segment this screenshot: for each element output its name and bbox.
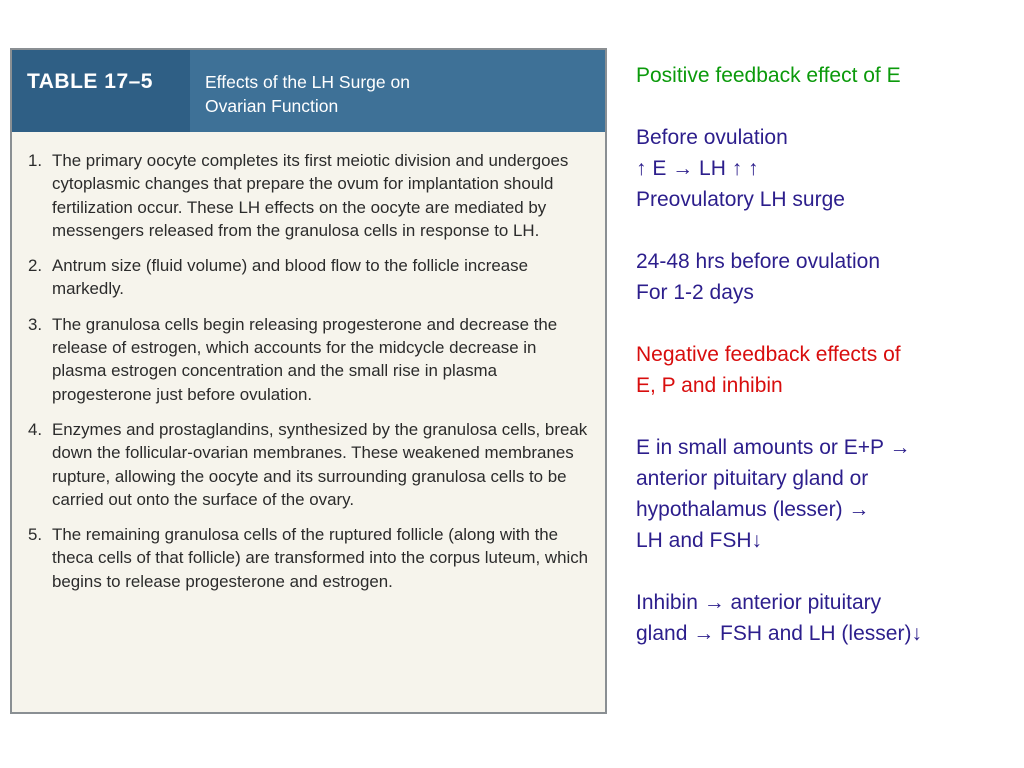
table-figure xyxy=(10,48,607,714)
item-number: 1. xyxy=(28,151,43,170)
spacer xyxy=(636,308,1021,339)
item-number: 2. xyxy=(28,256,43,276)
table-title xyxy=(205,70,535,118)
table-item xyxy=(28,418,594,511)
item-text: Antrum size (fluid volume) and blood flow to the follicle increase markedly. xyxy=(52,256,528,299)
table-item xyxy=(28,254,594,301)
table-label: TABLE 17–5 xyxy=(12,50,190,132)
table-title-line-2: Ovarian Function xyxy=(205,96,339,116)
e-lh-relation: ↑ E → LH ↑ ↑ xyxy=(636,157,759,180)
inhibin-line-2: gland → FSH and LH (lesser)↓ xyxy=(636,622,922,645)
spacer xyxy=(636,401,1021,432)
item-text: The granulosa cells begin releasing progesterone and decrease the release of estrogen, which accounts for the midcycle decrease in plasma estrogen concentration and the small rise in plasma progesterone just before ovulation. xyxy=(52,314,558,404)
e-small-line-4: LH and FSH↓ xyxy=(636,529,763,552)
item-text: Enzymes and prostaglandins, synthesized by the granulosa cells, break down the follicular-ovarian membranes. These weakened membranes rupture, allowing the oocyte and its surrounding granulosa cells to be carried out onto the surface of the ovary. xyxy=(52,419,588,509)
inhibin-line-1: Inhibin → anterior pituitary xyxy=(636,591,882,614)
table-item xyxy=(28,149,594,242)
table-items xyxy=(28,149,594,605)
before-ovulation: Before ovulation xyxy=(636,126,788,149)
spacer xyxy=(636,556,1021,587)
item-text: The primary oocyte completes its first meiotic division and undergoes cytoplasmic changes that prepare the ovum for implantation should fertilization occur. These LH effects on the oocyte are mediated by messengers released from the granulosa cells in response to LH. xyxy=(52,151,569,240)
item-text: The remaining granulosa cells of the ruptured follicle (along with the theca cells of that follicle) are transformed into the corpus luteum, which begins to release progesterone and estrogen. xyxy=(52,525,589,591)
negative-feedback-heading-1: Negative feedback effects of xyxy=(636,343,901,366)
duration-days: For 1-2 days xyxy=(636,281,754,304)
negative-feedback-heading-2: E, P and inhibin xyxy=(636,374,783,397)
lh-surge: Preovulatory LH surge xyxy=(636,188,845,211)
e-small-line-1: E in small amounts or E+P → xyxy=(636,436,911,459)
cropped-caption-strip xyxy=(10,38,607,46)
hours-before-ovulation: 24-48 hrs before ovulation xyxy=(636,250,880,273)
e-small-line-3: hypothalamus (lesser) → xyxy=(636,498,870,521)
item-number: 5. xyxy=(28,525,43,545)
e-small-line-2: anterior pituitary gland or xyxy=(636,467,869,490)
table-item xyxy=(28,523,594,593)
item-number: 3. xyxy=(28,314,43,334)
slide-notes xyxy=(636,60,1021,649)
table-item xyxy=(28,313,594,406)
spacer xyxy=(636,215,1021,246)
item-number: 4. xyxy=(28,419,43,439)
positive-feedback-heading: Positive feedback effect of E xyxy=(636,64,901,87)
spacer xyxy=(636,91,1021,122)
table-title-line-1: Effects of the LH Surge on xyxy=(205,72,410,92)
table-header xyxy=(12,50,605,132)
